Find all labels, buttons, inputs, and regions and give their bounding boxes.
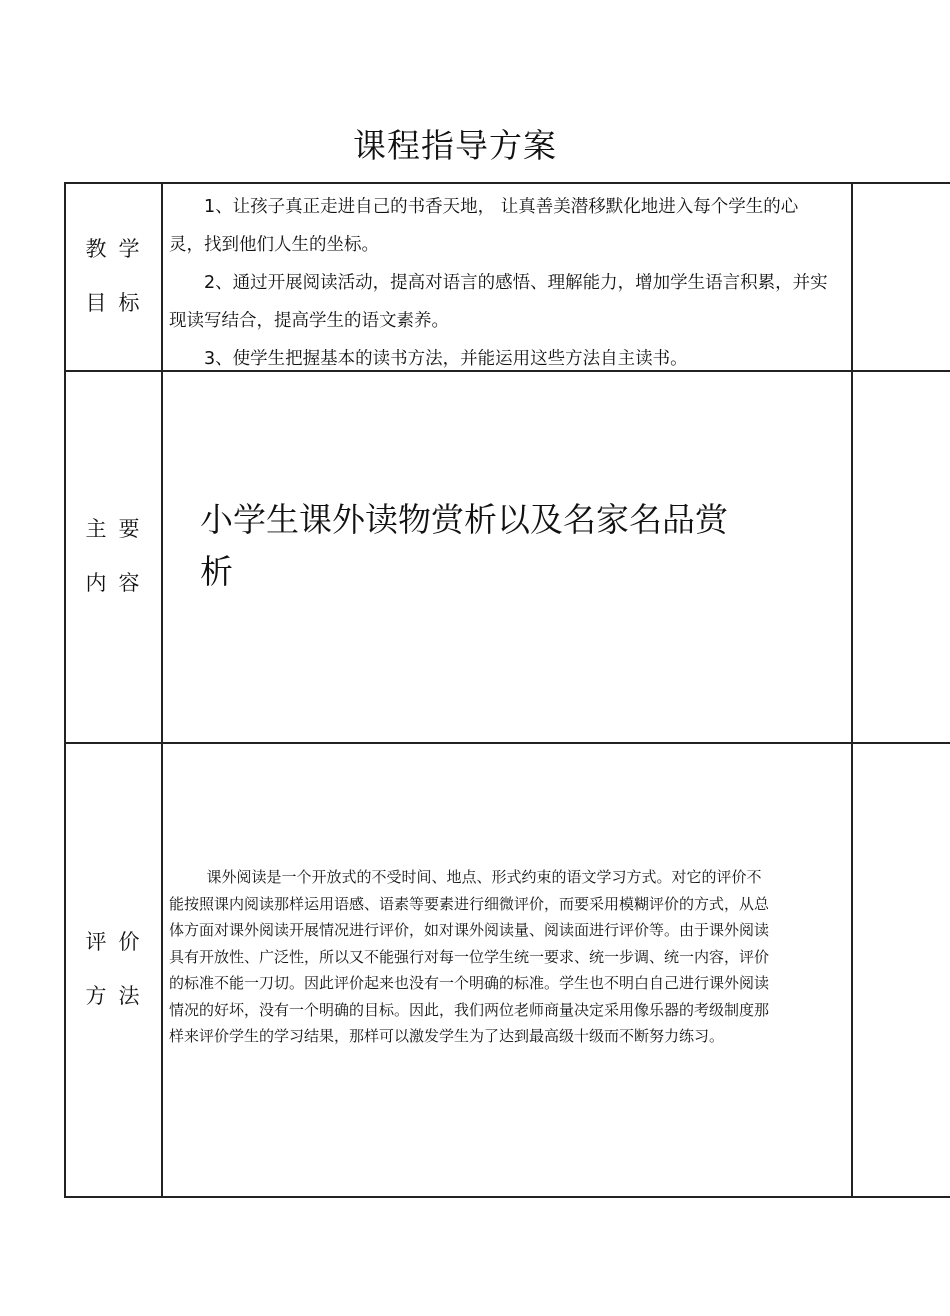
- table-top-border: [64, 182, 950, 184]
- goal-item-2: 2、通过开展阅读活动，提高对语言的感悟、理解能力，增加学生语言积累，并实现读写结合，提高学生的语文素养。: [169, 273, 828, 331]
- right-column-divider: [851, 182, 853, 1198]
- row-divider-2: [64, 742, 950, 744]
- main-content-text: 小学生课外读物赏析以及名家名品赏析: [200, 500, 728, 591]
- goal-item-1: 1、让孩子真正走进自己的书香天地， 让真善美潜移默化地进入每个学生的心灵，找到他们人生的坐标。: [169, 197, 799, 255]
- document-title: 课程指导方案: [353, 126, 557, 165]
- evaluation-label-line1: 评价: [85, 930, 152, 954]
- evaluation-text: 课外阅读是一个开放式的不受时间、地点、形式约束的语文学习方式。对它的评价不能按照课内阅读那样运用语感、语素等要素进行细微评价，而要采用模糊评价的方式，从总体方面对课外阅读开展情况进行评价，如对课外阅读量、阅读面进行评价等。由于课外阅读具有开放性、广泛性，所以又不能强行对每一位学生统一要求、统一步调、统一内容，评价的标准不能一刀切。因此评价起来也没有一个明确的标准。学生也不明白自己进行课外阅读情况的好坏，没有一个明确的目标。因此，我们两位老师商量决定采用像乐器的考级制度那样来评价学生的学习结果，那样可以激发学生为了达到最高级十级而不断努力练习。: [169, 868, 770, 1045]
- evaluation-label: [64, 742, 161, 1196]
- content-label-line1: 主要: [85, 517, 152, 541]
- course-plan-table: [64, 182, 950, 1198]
- table-bottom-border: [64, 1196, 950, 1198]
- goals-label-line1: 教学: [85, 237, 152, 261]
- content-label: [64, 370, 161, 742]
- content-label-line2: 内容: [85, 571, 152, 595]
- label-column-divider: [161, 182, 163, 1198]
- goals-list: [169, 188, 829, 378]
- evaluation-label-line2: 方法: [85, 984, 152, 1008]
- goals-label-line2: 目标: [85, 291, 152, 315]
- goals-label: [64, 182, 161, 370]
- goal-item-3: 3、使学生把握基本的读书方法，并能运用这些方法自主读书。: [204, 349, 688, 369]
